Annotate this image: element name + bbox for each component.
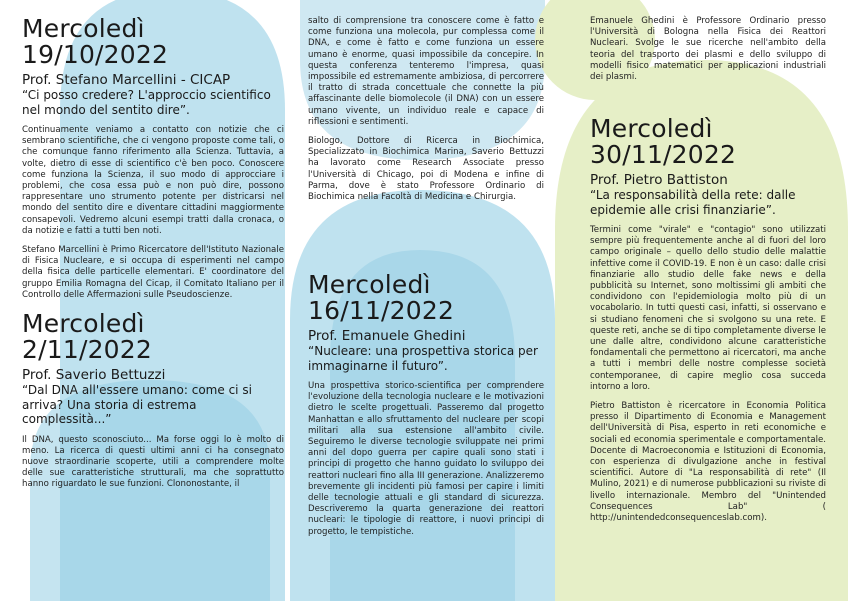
event-1-bio: Stefano Marcellini è Primo Ricercatore dell'Istituto Nazionale di Fisica Nucleare, e si occupa di esperimenti nel campo della fisica delle particelle elementari. E' coordinatore del gruppo Emilia Romagna del Cicap, il Comitato Italiano per il Controllo delle Affermazioni sulle Pseudoscienze.: [22, 245, 284, 300]
event-4-abstract: Termini come "virale" e "contagio" sono utilizzati sempre più frequentemente anche al di fuori del loro campo originale – quello dello studio delle malattie infettive come il COVID-19. E non è un caso: dalle crisi finanziarie allo studio delle fake news e della pubblicità su Internet, sono moltissimi gli ambiti che condividono con l'epidemiologia molto più di un vocabolario. In tutti questi casi, infatti, si osservano e si studiano fenomeni che si svolgono su una rete. E queste reti, anche se di tipo completamente diverse le une dalle altre, condividono alcune caratteristiche fondamentali che permettono ai ricercatori, ma anche a tutti i membri delle nostre complesse società contemporanee, di capire meglio cosa succeda intorno a loro.: [590, 225, 826, 392]
event-3-weekday: Mercoledì: [308, 270, 431, 299]
event-4-date: 30/11/2022: [590, 140, 737, 169]
column-center: [308, 16, 544, 203]
event-3-bio: Emanuele Ghedini è Professore Ordinario presso l'Università di Bologna nella Fisica dei Reattori Nucleari. Svolge le sue ricerche nell'ambito della teoria del trasporto dei plasmi e dello sviluppo di modelli fisico matematici per applicazioni industriali dei plasmi.: [590, 16, 826, 83]
event-2-date: 2/11/2022: [22, 335, 152, 365]
event-4: [590, 116, 826, 524]
event-3-abstract: Una prospettiva storico-scientifica per comprendere l'evoluzione della tecnologia nucleare e le motivazioni dietro le scelte progettuali. Passeremo dal progetto Manhattan e allo sfruttamento del nucleare per scopi militari alla sua estensione all'ambito civile. Seguiremo le diverse tecnologie sviluppate nei primi anni del dopo guerra per capire quali sono stati i principi di progetto che hanno guidato lo sviluppo dei reattori nucleari fino alla III generazione. Analizzeremo brevemente gli incidenti più famosi per capire i limiti delle tecnologie attuali e gli standard di sicurezza. Descriveremo la quarta generazione dei reattori nucleari: le tipologie di reattore, i nuovi principi di progetto, le tempistiche.: [308, 381, 544, 537]
event-1-abstract: Continuamente veniamo a contatto con notizie che ci sembrano scientifiche, che ci vengono proposte come tali, o che comunque fanno riferimento alla Scienza. Tuttavia, a volte, dietro di esse di scientifico c'è ben poco. Conoscere come funziona la Scienza, il suo modo di approcciare i problemi, che cosa essa può e non può dire, possono rappresentare uno strumento potente per districarsi nel mondo del sentito dire e diventare cittadini maggiormente consapevoli. Vedremo alcuni esempi tratti dalla cronaca, o da notizie e fatti a tutti ben noti.: [22, 125, 284, 236]
event-2-speaker: Prof. Saverio Bettuzzi: [22, 367, 166, 384]
event-4-speaker: Prof. Pietro Battiston: [590, 172, 728, 188]
event-4-bio: Pietro Battiston è ricercatore in Economia Politica presso il Dipartimento di Economia e Management dell'Università di Pisa, esperto in reti economiche e sociali ed economia sperimentale e comportamentale. Docente di Macroeconomia e Istituzioni di Economia, con esperienza di divulgazione anche in festival scientifici. Autore di "La responsabilità di rete" (Il Mulino, 2021) e di numerose pubblicazioni su riviste di livello internazionale. Membro del "Unintended Consequences Lab" ( http://unintendedconsequenceslab.com).: [590, 401, 826, 524]
event-1-title: “Ci posso credere? L'approccio scientifico nel mondo del sentito dire”.: [22, 88, 271, 117]
event-1-weekday: Mercoledì: [22, 14, 145, 43]
event-2-title: “Dal DNA all'essere umano: come ci si arriva? Una storia di estrema complessità...”: [22, 383, 252, 427]
event-1-speaker: Prof. Stefano Marcellini - CICAP: [22, 72, 231, 88]
event-1: [22, 16, 284, 301]
event-1-date: 19/10/2022: [22, 40, 169, 69]
event-2-weekday: Mercoledì: [22, 309, 145, 339]
event-4-title: “La responsabilità della rete: dalle epidemie alle crisi finanziarie”.: [590, 188, 796, 217]
event-4-weekday: Mercoledì: [590, 114, 713, 143]
event-3-speaker: Prof. Emanuele Ghedini: [308, 328, 466, 344]
event-2-abstract: Il DNA, questo sconosciuto... Ma forse oggi lo è molto di meno. La ricerca di questi ultimi anni ci ha consegnato nuove straordinarie scoperte, utili a comprendere molte delle sue caratteristiche strutturali, ma che soprattutto hanno riguardato le sue funzioni. Clononostante, il: [22, 434, 284, 490]
event-3-title: “Nucleare: una prospettiva storica per immaginarne il futuro”.: [308, 344, 538, 373]
event-3-date: 16/11/2022: [308, 296, 455, 325]
event-2-abstract-continued: salto di comprensione tra conoscere come è fatto e come funziona una molecola, pur complessa come il DNA, e come è fatto e come funziona un essere umano è enorme, quasi impossibile da concepire. In questa conferenza tenteremo l'impresa, quasi impossibile ed estremamente ambiziosa, di percorrere il tratto di strada concettuale che connette la più affascinante delle biomolecole (il DNA) con un essere umano vivente, un individuo reale e capace di riflessioni e sentimenti.: [308, 16, 544, 127]
column-left: [22, 16, 284, 491]
column-right: [590, 16, 826, 83]
event-3: [308, 272, 544, 538]
event-2: [22, 311, 284, 491]
event-2-bio: Biologo, Dottore di Ricerca in Biochimica, Specializzato in Biochimica Marina, Saverio Bettuzzi ha lavorato come Research Associate presso l'Università di Chicago, poi di Modena e infine di Parma, dove è stato Professore Ordinario di Biochimica nella Facoltà di Medicina e Chirurgia.: [308, 136, 544, 203]
